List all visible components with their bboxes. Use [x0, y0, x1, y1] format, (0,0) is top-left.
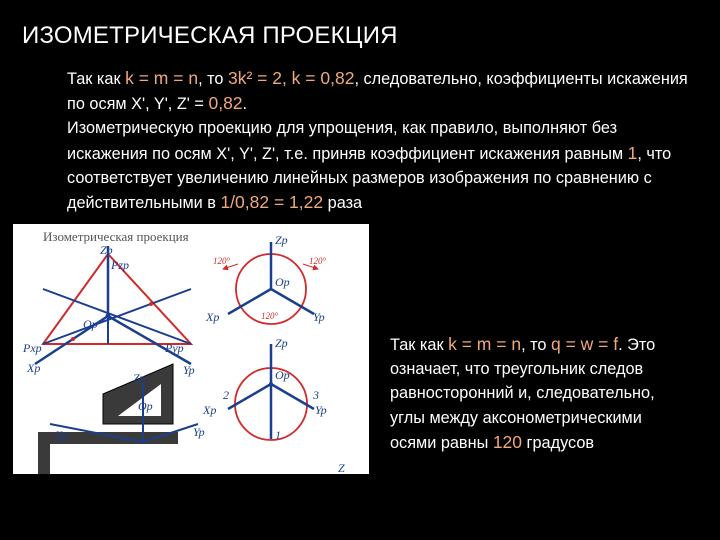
label-pxp: Pxp	[23, 341, 42, 355]
label-yp-circle: Yp	[313, 310, 325, 324]
label-zp-tools: Zp	[133, 371, 146, 385]
slide-title: ИЗОМЕТРИЧЕСКАЯ ПРОЕКЦИЯ	[22, 22, 398, 49]
side-highlight-120: 120	[492, 431, 523, 452]
origin-point	[106, 314, 111, 319]
side-highlight-qwf: q = w = f	[550, 334, 619, 354]
para-text-7: раза	[323, 194, 363, 213]
drawing-tools	[38, 364, 198, 474]
label-yp-tools: Yp	[193, 425, 205, 439]
figure-caption: Изометрическая проекция	[43, 229, 189, 244]
label-n1: 1	[275, 428, 281, 442]
para-highlight-1: 1	[627, 142, 638, 163]
label-xp-tools: Xp	[55, 428, 69, 442]
para-highlight-3k2: 3k² = 2, k = 0,82	[227, 68, 355, 88]
side-text-3: . Это означает, что треугольник следов равносторонний и, следовательно, углы между аксонометрическими осями равны	[390, 336, 656, 452]
label-120-bottom: 120°	[261, 311, 279, 321]
para-text-3: , следовательно, коэффициенты искажения по осям X', Y', Z' =	[67, 70, 688, 114]
label-xp-numbered: Xp	[203, 403, 217, 417]
label-op-circle: Op	[275, 275, 290, 289]
side-text-2: , то	[521, 336, 551, 354]
para-text-1: Так как	[67, 70, 126, 88]
label-yp-left: Yp	[183, 363, 195, 377]
isometric-figure-svg	[13, 224, 369, 474]
label-120-left: 120°	[213, 256, 231, 266]
para-text-6: , что соответствует увеличению линейных размеров изображения по сравнению с действительными в	[67, 144, 672, 213]
label-op-left: Op	[83, 317, 98, 331]
para-text-5: Изометрическую проекцию для упрощения, как правило, выполняют без искажения по осям X', Y', Z', т.е. приняв коэффициент искажения равным	[67, 119, 628, 163]
label-zp-numbered: Zp	[275, 336, 288, 350]
side-text-1: Так как	[390, 336, 449, 354]
label-op-tools: Op	[138, 399, 153, 413]
label-zp-left: Zp	[100, 243, 113, 257]
label-xp-left: Xp	[27, 361, 41, 375]
right-angle-marker-1	[149, 302, 153, 306]
label-yp-numbered: Yp	[315, 403, 327, 417]
label-n3: 3	[313, 388, 319, 402]
label-xp-circle: Xp	[206, 310, 220, 324]
label-pyp: Pyp	[165, 341, 184, 355]
circle-numbered	[228, 344, 314, 440]
right-angle-marker-2	[71, 337, 75, 341]
para-text-4: .	[242, 95, 248, 114]
label-op-numbered: Op	[275, 368, 290, 382]
para-text-2: , то	[198, 70, 228, 88]
para-highlight-122: 1/0,82 = 1,22	[220, 192, 324, 213]
label-n2: 2	[223, 388, 229, 402]
label-zp-circle: Zp	[275, 233, 288, 247]
para-highlight-082: 0,82	[208, 93, 243, 114]
label-120-right: 120°	[309, 256, 327, 266]
isometric-figure	[13, 224, 369, 474]
side-paragraph	[390, 332, 690, 455]
main-paragraph	[67, 66, 692, 215]
label-pzp: Pzp	[111, 258, 129, 272]
side-text-4: градусов	[522, 433, 595, 452]
label-z-bottom: Z	[338, 461, 345, 474]
para-highlight-kmn: k = m = n	[125, 68, 199, 88]
side-highlight-kmn: k = m = n	[448, 334, 522, 354]
